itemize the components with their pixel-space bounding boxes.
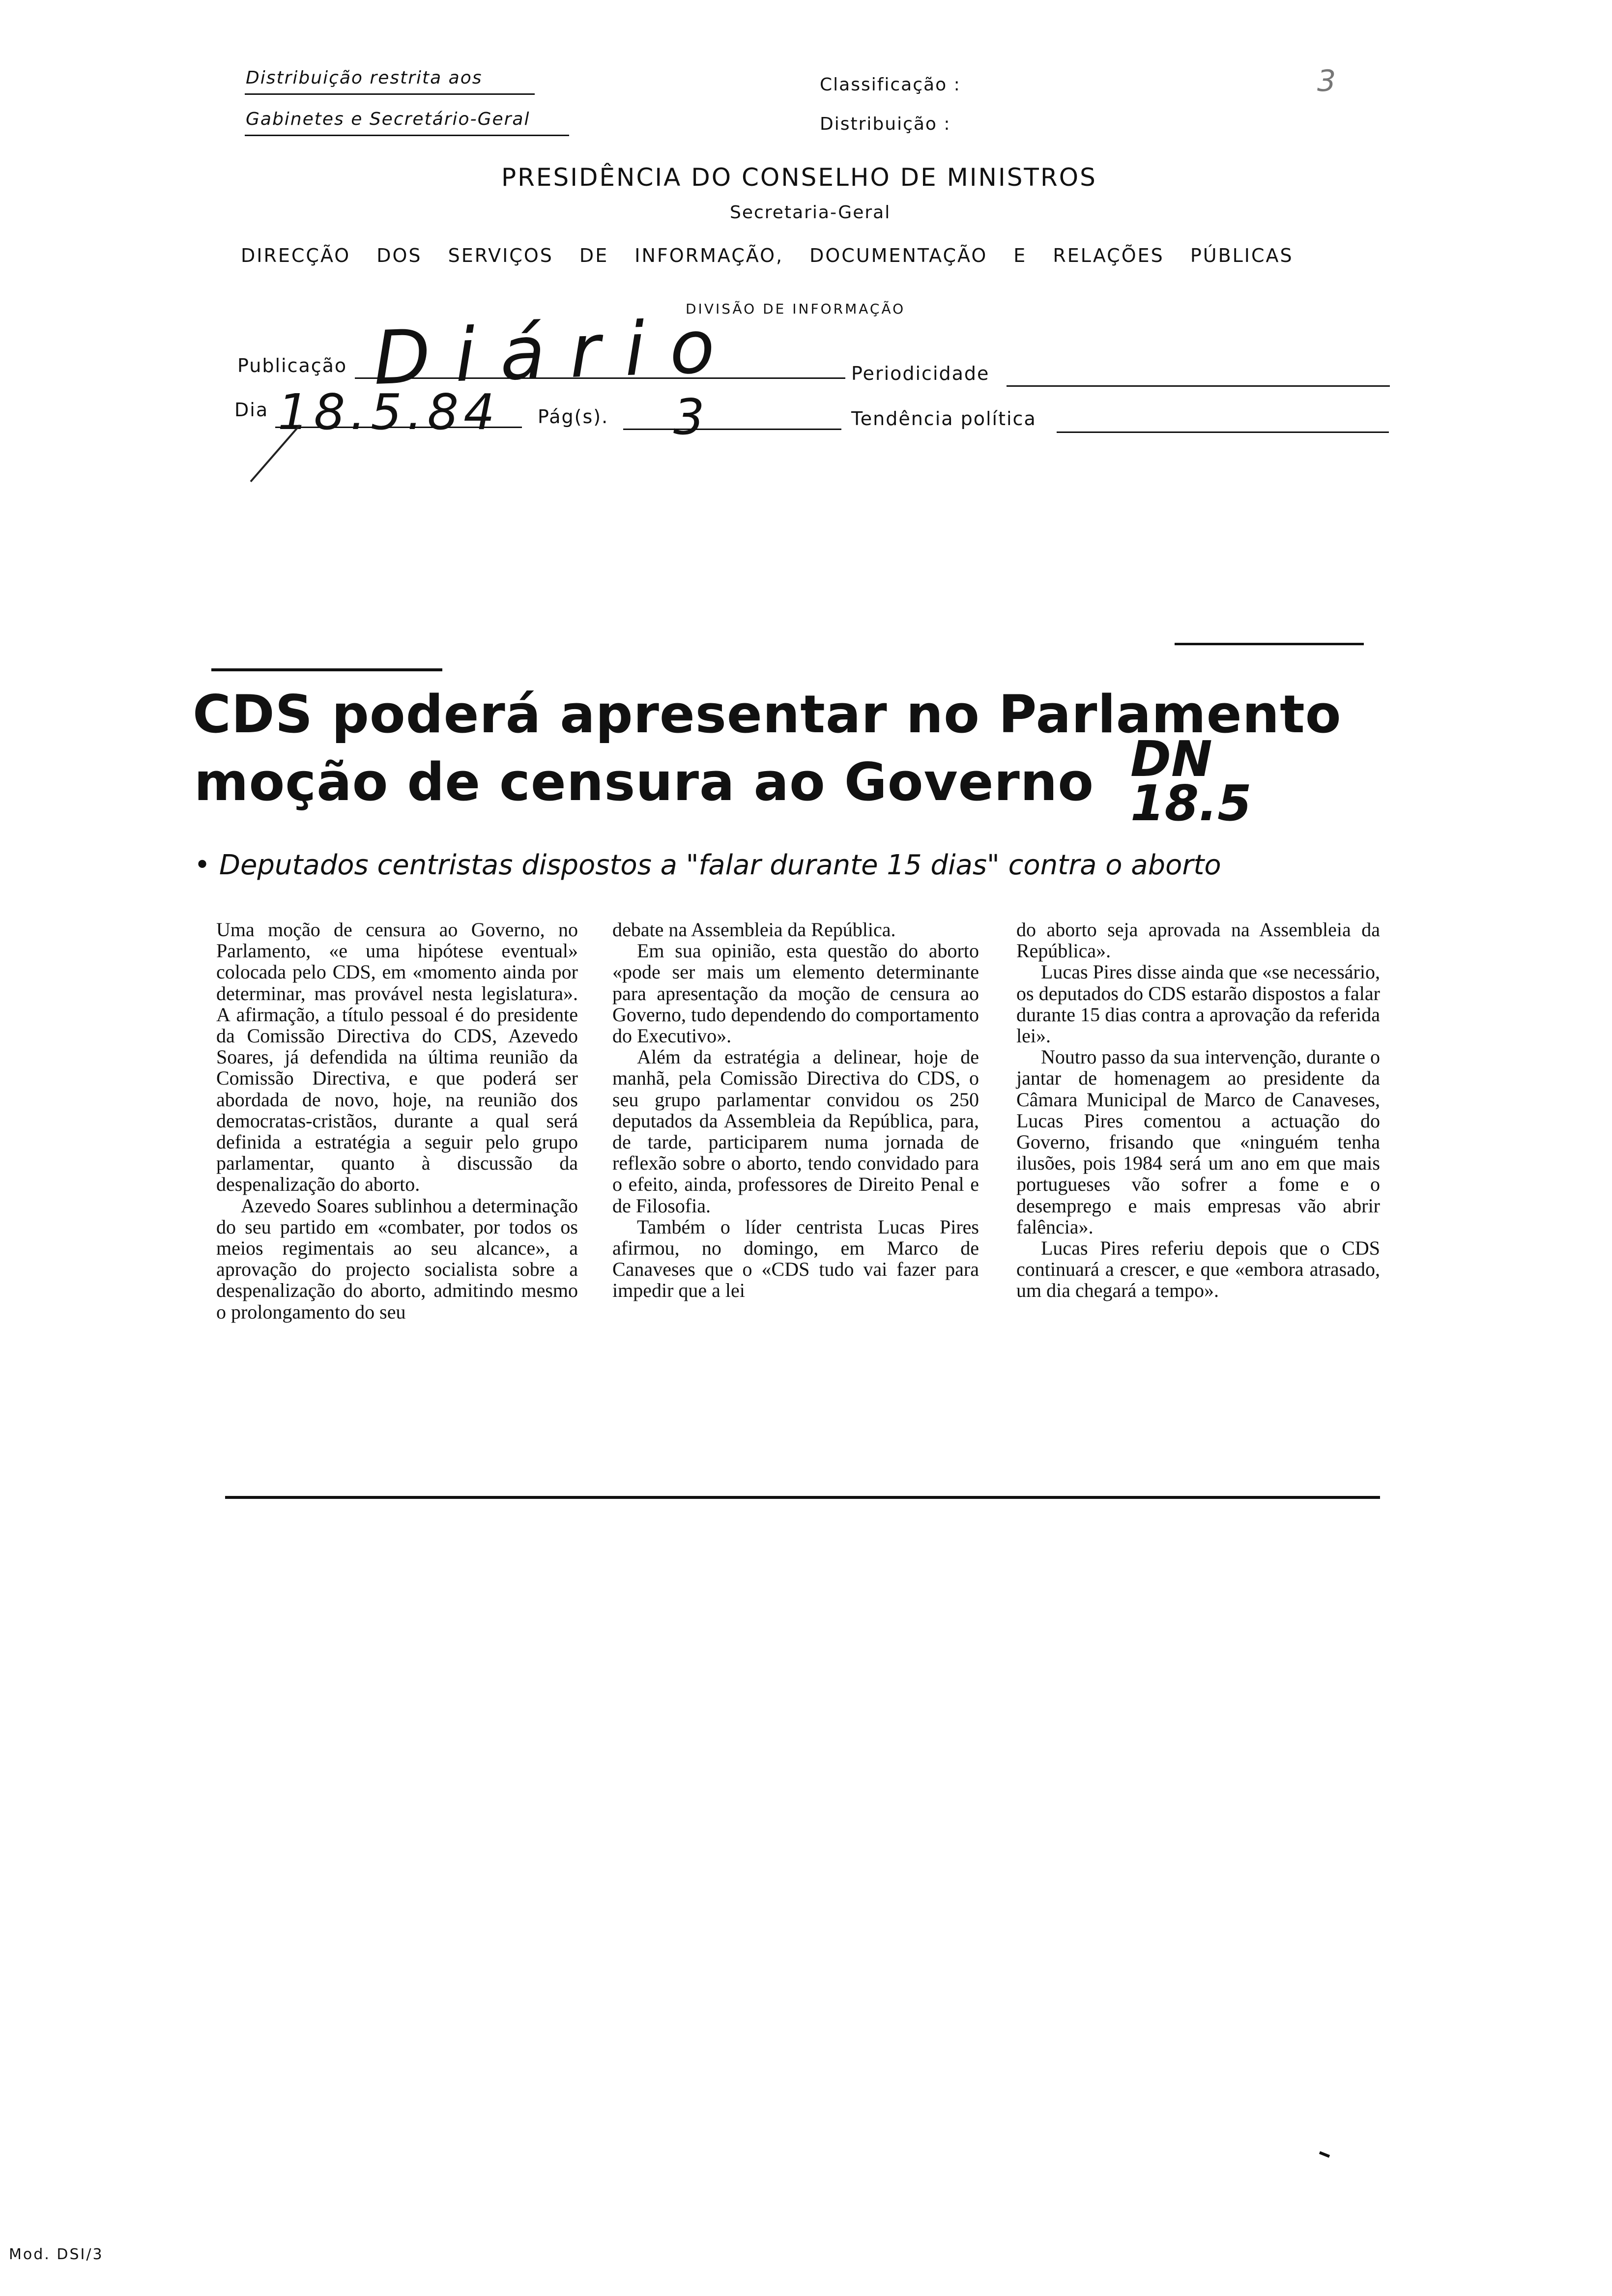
paragraph: Em sua opinião, esta questão do aborto «pode ser mais um elemento determinante para apresentação da moção de censura ao Governo, tudo dependendo do comportamento do Executivo». <box>612 940 979 1047</box>
paragraph: Lucas Pires referiu depois que o CDS continuará a crescer, e que «embora atrasado, um dia chegará a tempo». <box>1016 1237 1380 1302</box>
political-tendency-line <box>1057 431 1389 433</box>
pen-stroke <box>246 423 305 487</box>
article-column-1 <box>216 919 578 1322</box>
division: DIVISÃO DE INFORMAÇÃO <box>686 301 906 317</box>
political-tendency-label: Tendência política <box>851 408 1036 430</box>
paragraph: Também o líder centrista Lucas Pires afirmou, no domingo, em Marco de Canaveses que o «CDS tudo vai fazer para impedir que a lei <box>612 1215 979 1302</box>
day-label: Dia <box>234 399 269 421</box>
article-column-3 <box>1016 919 1380 1301</box>
headline-line1: CDS poderá apresentar no Parlamento <box>193 684 1342 745</box>
office-title: PRESIDÊNCIA DO CONSELHO DE MINISTROS <box>501 163 1097 192</box>
article-top-rule-right <box>1175 643 1364 645</box>
pages-value: 3 <box>673 388 705 446</box>
office-subtitle: Secretaria-Geral <box>730 202 891 223</box>
article-bottom-rule <box>225 1496 1380 1499</box>
paragraph: Azevedo Soares sublinhou a determinação do seu partido em «combater, por todos os meios regimentais ao seu alcance», a aprovação do projecto socialista sobre a despenalização do aborto, admitindo mesmo o prolongamento do seu <box>216 1194 578 1323</box>
article-top-rule-left <box>211 668 442 671</box>
paragraph: do aborto seja aprovada na Assembleia da República». <box>1016 918 1380 962</box>
article-column-2 <box>612 919 979 1301</box>
scan-mark <box>1317 2148 1337 2162</box>
publication-value: Diário <box>372 303 741 402</box>
subheadline: • Deputados centristas dispostos a "falar durante 15 dias" contra o aborto <box>194 849 1221 881</box>
periodicity-label: Periodicidade <box>851 363 990 384</box>
margin-note: 3 <box>1317 64 1336 98</box>
distribution-label: Distribuição : <box>820 114 951 134</box>
form-code: Mod. DSI/3 <box>9 2246 104 2263</box>
directorate: DIRECÇÃO DOS SERVIÇOS DE INFORMAÇÃO, DOCUMENTAÇÃO E RELAÇÕES PÚBLICAS <box>241 245 1294 266</box>
distribution-restricted-line2: Gabinetes e Secretário-Geral <box>246 109 530 129</box>
clip-mark: DN 18.5 <box>1130 730 1252 832</box>
publication-label: Publicação <box>237 355 347 376</box>
headline-line2: moção de censura ao Governo <box>194 752 1094 812</box>
classification-label: Classificação : <box>820 75 961 95</box>
paragraph: Uma moção de censura ao Governo, no Parlamento, «e uma hipótese eventual» colocada pelo CDS, em «momento ainda por determinar, mas provável nesta legislatura». A afirmação, a título pessoal é do presidente da Comissão Directiva do CDS, Azevedo Soares, já defendida na última reunião da Comissão Directiva, e que poderá ser abordada de novo, hoje, na reunião dos democratas-cristãos, durante a qual será definida a estratégia a seguir pelo grupo parlamentar, quanto à discussão da despenalização do aborto. <box>216 918 578 1196</box>
periodicity-line <box>1007 385 1390 387</box>
paragraph: debate na Assembleia da República. <box>612 918 896 941</box>
pages-line <box>623 429 841 430</box>
distribution-restricted-line1: Distribuição restrita aos <box>246 68 483 88</box>
paragraph: Noutro passo da sua intervenção, durante o jantar de homenagem ao presidente da Câmara Municipal de Marco de Canaveses, Lucas Pires comentou a actuação do Governo, frisando que «ninguém tenha ilusões, pois 1984 será um ano em que mais portugueses vão sofrer a fome e o desemprego e mais empresas vão abrir falência». <box>1016 1046 1380 1238</box>
underline <box>245 135 569 136</box>
day-value: 18.5.84 <box>278 383 500 441</box>
paragraph: Lucas Pires disse ainda que «se necessário, os deputados do CDS estarão dispostos a falar durante 15 dias contra a aprovação da referida lei». <box>1016 961 1380 1047</box>
paragraph: Além da estratégia a delinear, hoje de manhã, pela Comissão Directiva do CDS, o seu grupo parlamentar convidou os 250 deputados da Assembleia da República, para, de tarde, participarem numa jornada de reflexão sobre o aborto, tendo convidado para o efeito, ainda, professores de Direito Penal e de Filosofia. <box>612 1046 979 1217</box>
pages-label: Pág(s). <box>538 406 609 428</box>
underline <box>245 93 535 95</box>
